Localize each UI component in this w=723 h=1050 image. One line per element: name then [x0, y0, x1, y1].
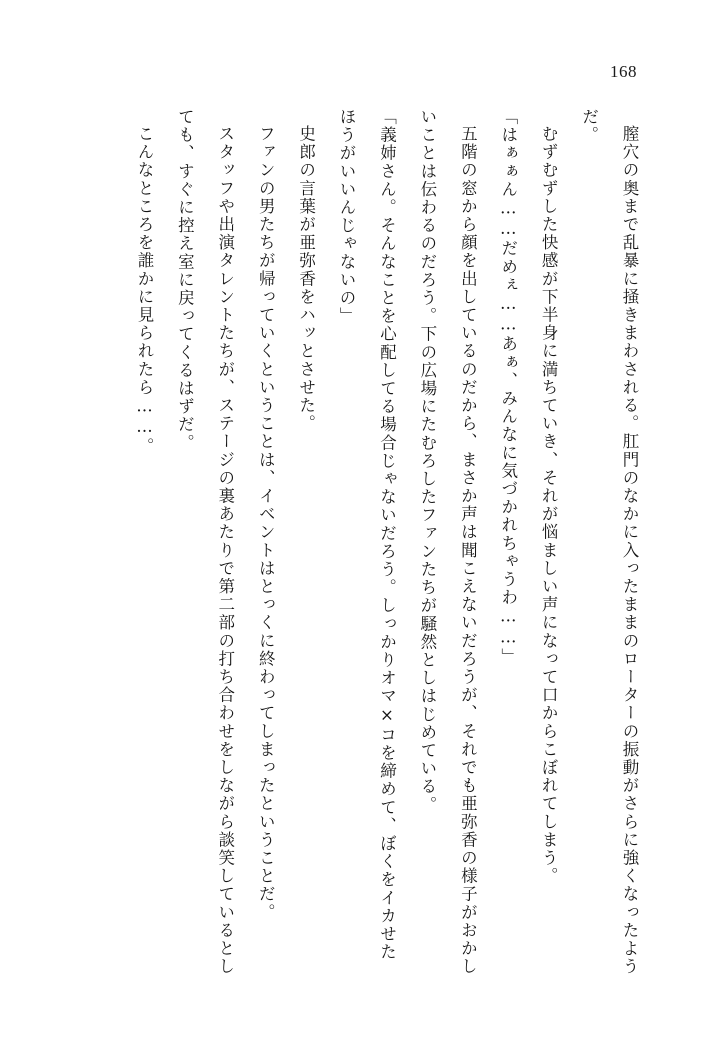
paragraph: 「義姉さん。そんなことを心配してる場合じゃないだろう。しっかりオマ×コを締めて、ぼくをイカせたほうがいいんじゃないの」: [337, 108, 397, 962]
paragraph: 膣穴の奥まで乱暴に掻きまわされる。肛門のなかに入ったままのローターの振動がさらに強くなったようだ。: [579, 108, 639, 976]
paragraph: スタッフや出演タレントたちが、ステージの裏あたりで第二部の打ち合わせをしながら談笑しているとしても、すぐに控え室に戻ってくるはずだ。: [175, 108, 235, 976]
paragraph: 五階の窓から顔を出しているのだから、まさか声は聞こえないだろうが、それでも亜弥香の様子がおかしいことは伝わるのだろう。下の広場にたむろしたファンたちが騒然としはじめている。: [417, 108, 478, 976]
paragraph: ファンの男たちが帰っていくということは、イベントはとっくに終わってしまったということだ。: [256, 124, 276, 921]
paragraph: むずむずした快感が下半身に満ちていき、それが悩ましい声になって口からこぼれてしまう。: [539, 124, 559, 885]
paragraph: 「はぁぁん……だめぇ……あぁ、みんなに気づかれちゃうわ……」: [498, 108, 518, 666]
body-text-vertical: [80, 108, 649, 976]
page-number: 168: [610, 62, 637, 81]
paragraph: こんなところを誰かに見られたら……。: [134, 124, 154, 456]
paragraph: 史郎の言葉が亜弥香をハッとさせた。: [296, 124, 316, 433]
